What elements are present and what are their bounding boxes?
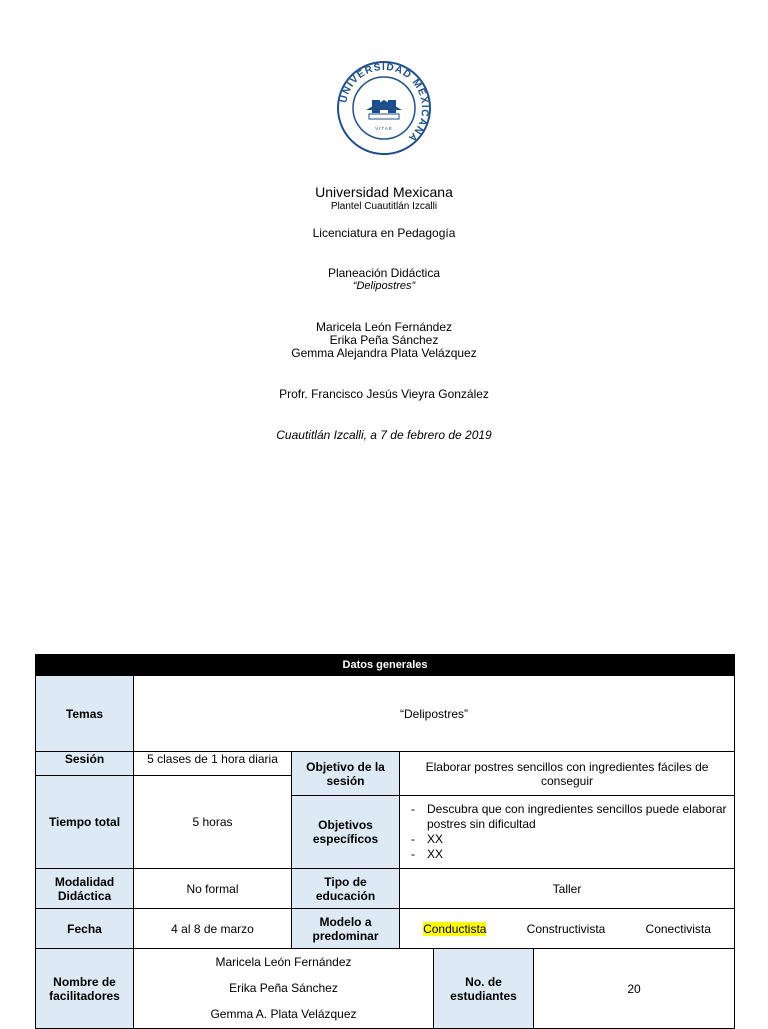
author-name: Gemma Alejandra Plata Velázquez <box>291 346 477 360</box>
objetivo-sesion-label: Objetivo de la sesión <box>292 752 400 796</box>
modelo-options <box>400 909 735 949</box>
table-header-row <box>36 655 735 676</box>
estudiantes-label: No. de estudiantes <box>434 949 534 1029</box>
facilitadores-value <box>134 949 434 1029</box>
facilitador-name: Gemma A. Plata Velázquez <box>210 1007 357 1021</box>
modelo-option-highlighted: Conductista <box>423 921 487 936</box>
document-title: Planeación Didáctica <box>327 266 441 280</box>
svg-text:VITAE: VITAE <box>375 126 393 131</box>
list-item: - XX <box>427 847 731 862</box>
table-row <box>36 869 735 909</box>
tipo-educacion-value: Taller <box>400 869 735 909</box>
degree-name: Licenciatura en Pedagogía <box>312 226 456 240</box>
facilitador-name: Maricela León Fernández <box>215 955 352 969</box>
temas-label: Temas <box>36 676 134 752</box>
objetivo-sesion-value: Elaborar postres sencillos con ingredientes fáciles de conseguir <box>400 752 735 796</box>
place-date: Cuautitlán Izcalli, a 7 de febrero de 2019 <box>276 428 492 442</box>
professor-name: Profr. Francisco Jesús Vieyra González <box>279 387 489 401</box>
sesion-label: Sesión <box>36 752 134 776</box>
fecha-value: 4 al 8 de marzo <box>134 909 292 949</box>
document-subtitle: “Delipostres” <box>352 280 416 292</box>
tiempo-total-value: 5 horas <box>134 776 292 869</box>
author-name: Maricela León Fernández <box>315 320 453 334</box>
table-row <box>36 752 735 776</box>
modelo-label: Modelo a predominar <box>292 909 400 949</box>
facilitadores-label: Nombre de facilitadores <box>36 949 134 1029</box>
sesion-value: 5 clases de 1 hora diaria <box>134 752 292 776</box>
facilitador-name: Erika Peña Sánchez <box>229 981 338 995</box>
table-row <box>36 949 735 1029</box>
general-data-table <box>35 654 735 1029</box>
modalidad-label: Modalidad Didáctica <box>36 869 134 909</box>
modelo-option: Conectivista <box>645 921 711 936</box>
svg-text:UNIVERSIDAD MEXICANA: UNIVERSIDAD MEXICANA <box>338 61 431 144</box>
tipo-educacion-label: Tipo de educación <box>292 869 400 909</box>
table-header: Datos generales <box>36 655 735 676</box>
estudiantes-value: 20 <box>534 949 735 1029</box>
temas-value: “Delipostres” <box>134 676 735 752</box>
list-item: - Descubra que con ingredientes sencillos puede elaborar postres sin dificultad <box>427 802 731 832</box>
table-row <box>36 676 735 752</box>
objetivos-list <box>403 802 731 862</box>
list-item: - XX <box>427 832 731 847</box>
university-seal-logo <box>336 60 432 156</box>
university-name: Universidad Mexicana <box>315 184 453 200</box>
modelo-option: Constructivista <box>526 921 606 936</box>
modalidad-value: No formal <box>134 869 292 909</box>
author-name: Erika Peña Sánchez <box>329 333 439 347</box>
objetivos-especificos-label: Objetivos específicos <box>292 796 400 869</box>
objetivos-especificos-value <box>400 796 735 869</box>
campus-name: Plantel Cuautitlán Izcalli <box>330 201 438 212</box>
table-row <box>36 909 735 949</box>
fecha-label: Fecha <box>36 909 134 949</box>
tiempo-total-label: Tiempo total <box>36 776 134 869</box>
